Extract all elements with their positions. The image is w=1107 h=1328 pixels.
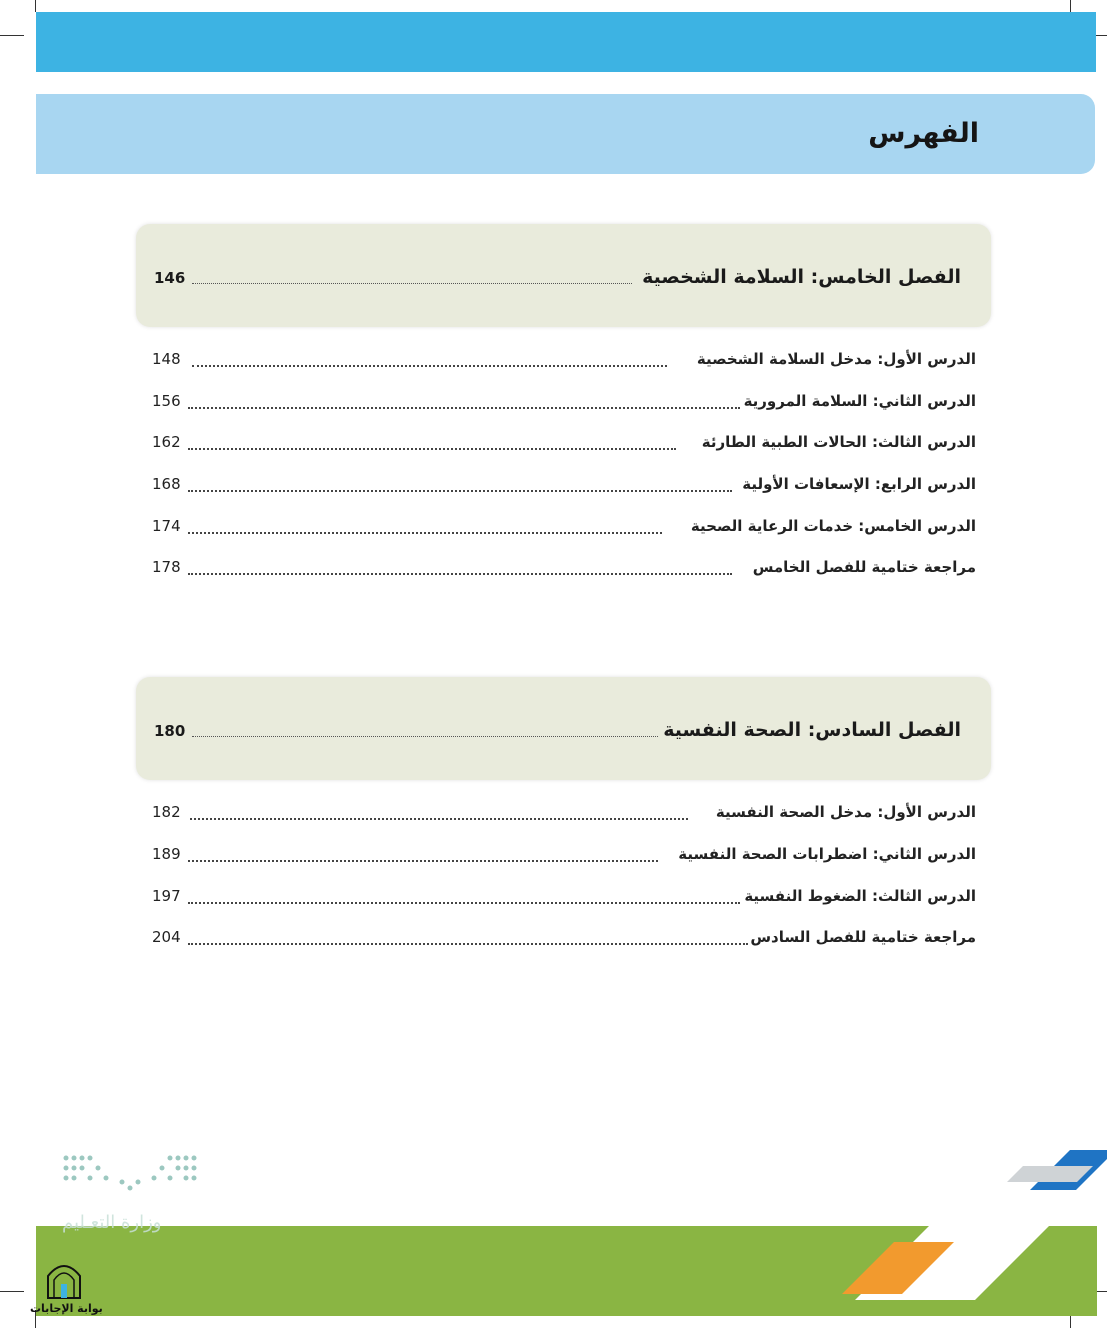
lesson-page-number: 148	[152, 350, 181, 368]
leader-dots	[192, 726, 658, 737]
chapter-title: الفصل السادس: الصحة النفسية	[663, 719, 961, 741]
leader-dots	[192, 353, 667, 367]
lesson-page-number: 204	[152, 928, 181, 946]
lesson-title: مراجعة ختامية للفصل الخامس	[752, 558, 976, 576]
lesson-page-number: 156	[152, 392, 181, 410]
lesson-page-number: 162	[152, 433, 181, 451]
leader-dots	[188, 395, 740, 409]
lesson-title: الدرس الثالث: الضغوط النفسية	[744, 887, 976, 905]
lesson-title: الدرس الأول: مدخل السلامة الشخصية	[696, 350, 976, 368]
chapter-title: الفصل الخامس: السلامة الشخصية	[642, 266, 961, 288]
lesson-page-number: 182	[152, 803, 181, 821]
toc-row[interactable]	[150, 887, 976, 909]
leader-dots	[190, 806, 688, 820]
toc-row[interactable]	[150, 845, 976, 867]
watermark-mosque-icon	[44, 1254, 84, 1300]
toc-row[interactable]	[150, 433, 976, 455]
lesson-title: الدرس الثالث: الحالات الطبية الطارئة	[701, 433, 976, 451]
chapter-box[interactable]	[136, 677, 991, 780]
crop-mark	[0, 35, 24, 36]
leader-dots	[188, 436, 676, 450]
header-band	[36, 12, 1096, 72]
toc-row[interactable]	[150, 475, 976, 497]
chapter-box[interactable]	[136, 224, 991, 327]
leader-dots	[188, 520, 662, 534]
ministry-logo-text: وزارة التعـليم	[62, 1212, 162, 1233]
lesson-page-number: 189	[152, 845, 181, 863]
watermark-text: بوابة الإجابات	[30, 1302, 103, 1315]
leader-dots	[188, 890, 740, 904]
lesson-page-number: 168	[152, 475, 181, 493]
lesson-page-number: 174	[152, 517, 181, 535]
leader-dots	[188, 848, 658, 862]
chapter-page-number: 146	[154, 269, 186, 287]
lesson-page-number: 178	[152, 558, 181, 576]
toc-row[interactable]	[150, 517, 976, 539]
toc-row[interactable]	[150, 392, 976, 414]
page-title: الفهرس	[868, 118, 979, 149]
leader-dots	[188, 931, 748, 945]
toc-row[interactable]	[150, 350, 976, 372]
lesson-page-number: 197	[152, 887, 181, 905]
leader-dots	[188, 561, 732, 575]
leader-dots	[188, 478, 732, 492]
lesson-title: الدرس الثاني: اضطرابات الصحة النفسية	[678, 845, 976, 863]
lesson-title: الدرس الأول: مدخل الصحة النفسية	[715, 803, 976, 821]
toc-row[interactable]	[150, 928, 976, 950]
toc-row[interactable]	[150, 558, 976, 580]
toc-row[interactable]	[150, 803, 976, 825]
chapter-page-number: 180	[154, 722, 186, 740]
leader-dots	[192, 273, 632, 284]
lesson-title: مراجعة ختامية للفصل السادس	[750, 928, 976, 946]
lesson-title: الدرس الرابع: الإسعافات الأولية	[742, 475, 976, 493]
lesson-title: الدرس الخامس: خدمات الرعاية الصحية	[690, 517, 976, 535]
crop-mark	[35, 0, 36, 12]
crop-mark	[0, 1291, 24, 1292]
lesson-title: الدرس الثاني: السلامة المرورية	[743, 392, 976, 410]
